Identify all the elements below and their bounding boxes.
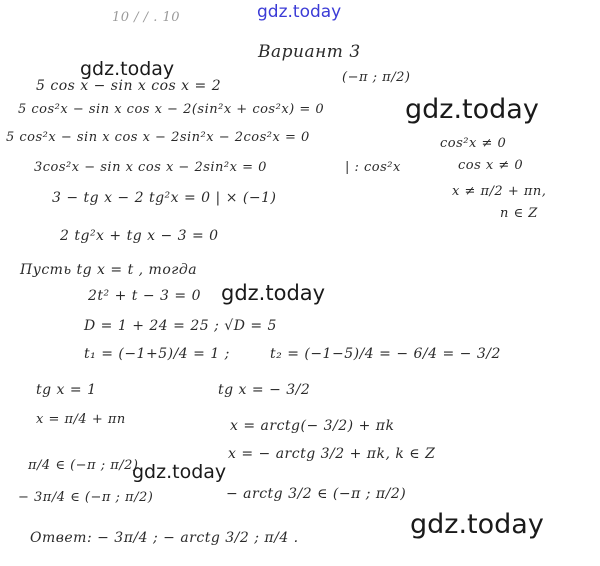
- watermark-2: gdz.today: [405, 94, 539, 125]
- case2-tg: tg x = − 3/2: [218, 382, 311, 398]
- watermark-3: gdz.today: [221, 281, 326, 305]
- condition-3: x ≠ π/2 + πn,: [452, 184, 547, 199]
- case2-general: x = − arctg 3/2 + πk, k ∈ Z: [228, 446, 436, 462]
- equation-line-2: 5 cos²x − sin x cos x − 2(sin²x + cos²x) = 0: [18, 102, 325, 117]
- watermark-5: gdz.today: [410, 509, 544, 540]
- check-arctg: − arctg 3/2 ∈ (−π ; π/2): [226, 486, 407, 502]
- interval-note: (−π ; π/2): [342, 70, 411, 85]
- variant-title: Вариант 3: [258, 42, 361, 62]
- watermark-1: gdz.today: [80, 58, 175, 80]
- equation-line-5: 3 − tg x − 2 tg²x = 0 | × (−1): [52, 190, 277, 206]
- divide-note: | : cos²x: [345, 160, 401, 175]
- quadratic-line: 2t² + t − 3 = 0: [88, 288, 201, 304]
- check-minus-3pi-over-4: − 3π/4 ∈ (−π ; π/2): [18, 490, 154, 505]
- watermark-top: gdz.today: [257, 2, 342, 22]
- case1-tg: tg x = 1: [36, 382, 97, 398]
- top-fragment: 10 / / . 10: [112, 10, 181, 25]
- condition-1: cos²x ≠ 0: [440, 136, 507, 151]
- watermark-4: gdz.today: [132, 461, 227, 483]
- root-t2: t₂ = (−1−5)/4 = − 6/4 = − 3/2: [270, 346, 501, 362]
- case2-solution: x = arctg(− 3/2) + πk: [230, 418, 395, 434]
- equation-line-4: 3cos²x − sin x cos x − 2sin²x = 0: [34, 160, 267, 175]
- equation-line-3: 5 cos²x − sin x cos x − 2sin²x − 2cos²x = 0: [6, 130, 310, 145]
- discriminant-line: D = 1 + 24 = 25 ; √D = 5: [84, 318, 277, 334]
- check-pi-over-4: π/4 ∈ (−π ; π/2): [28, 458, 139, 473]
- condition-4: n ∈ Z: [500, 206, 538, 221]
- answer-line: Ответ: − 3π/4 ; − arctg 3/2 ; π/4 .: [30, 530, 299, 546]
- case1-solution: x = π/4 + πn: [36, 412, 126, 427]
- equation-line-6: 2 tg²x + tg x − 3 = 0: [60, 228, 219, 244]
- condition-2: cos x ≠ 0: [458, 158, 524, 173]
- equation-line-1: 5 cos x − sin x cos x = 2: [36, 78, 222, 94]
- root-t1: t₁ = (−1+5)/4 = 1 ;: [84, 346, 230, 362]
- substitution-line: Пусть tg x = t , тогда: [20, 262, 198, 278]
